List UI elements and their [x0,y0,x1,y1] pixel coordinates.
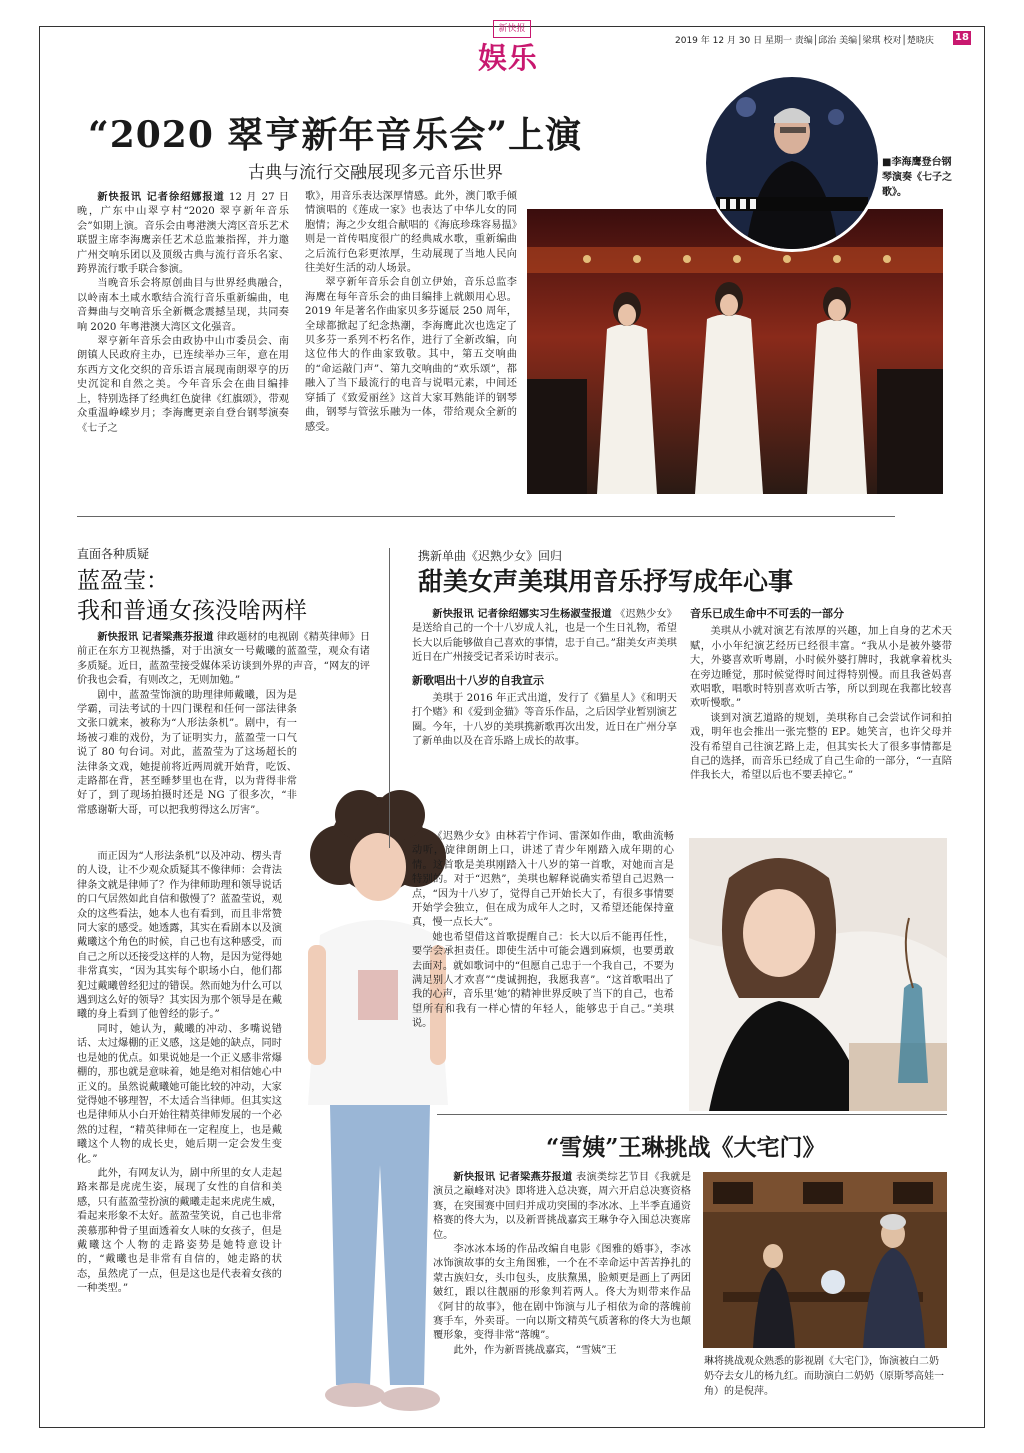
paragraph: 当晚音乐会将原创曲目与世界经典融合，以岭南本土咸水歌结合流行音乐重新编曲，电音舞曲与交响音乐全新概念震撼呈现，共同奏响 2020 年粤港澳大湾区文化强音。 [77,278,289,333]
paragraph: 翠亨新年音乐会自创立伊始，音乐总监李海鹰在每年音乐会的曲目编排上就颇用心思。2019 年是著名作曲家贝多芬诞辰 250 周年，全球都掀起了纪念热潮，李海鹰此次也选定了贝多芬一系列不朽名作，进行了全新改编，向这位伟大的作曲家致敬。其中，第五交响曲的“命运敲门声”、第九交响曲的“欢乐颂”，都融入了当下最流行的电音与说唱元素，中间还穿插了《致爱丽丝》这首大家耳熟能详的钢琴曲，钢琴与管弦乐融为一体，带给观众全新的感受。 [305,277,517,433]
date-info: 2019 年 12 月 30 日 星期一 责编│邱治 美编│梁琪 校对│楚晓庆 [675,36,934,46]
byline: 新快报讯 记者梁燕芬报道 [453,1171,573,1183]
byline: 新快报讯 记者徐绍娜实习生杨淑莹报道 [432,608,612,620]
divider [437,1114,947,1115]
article4-title: “雪姨”王琳挑战《大宅门》 [546,1134,826,1161]
paragraph: 此外，作为新晋挑战嘉宾，“雪姨”王 [453,1344,617,1356]
concert-stage-photo [527,209,943,494]
drama-stage-photo [703,1172,947,1348]
paragraph: 此外，有网友认为，剧中所里的女人走起路来都是虎虎生姿，展现了女性的自信和美感，只有蓝盈莹扮演的戴曦走起来虎虎生威，看起来形象不太好。蓝盈莹笑说，自己也非常羡慕那种骨子里面透着女人味的女孩子，但是戴曦这个人物的走路姿势是她特意设计的，“戴曦也是非常有自信的，她走路的状态，虽然虎了一点，但是这也是代表着女孩的一种类型。” [77,1167,282,1295]
paragraph: 李冰冰本场的作品改编自电影《图雅的婚事》，李冰冰饰演故事的女主角图雅，一个在不幸命运中苦苦挣扎的蒙古族妇女，头巾包头，皮肤黧黑，脸颊更是画上了两团皴红，跟以往靓丽的形象判若两人。佟大为则带来作品《阿甘的故事》，他在剧中饰演与儿子相依为命的落魄前赛手车，外卖哥。一向以斯文精英气质著称的佟大为也颠覆形象，变得非常“落魄”。 [433,1244,691,1342]
singer-meiqi-photo [689,838,947,1111]
headline-concert: “2020 翠亨新年音乐会”上演 [88,114,583,156]
paragraph: 美琪从小就对演艺有浓厚的兴趣，加上自身的艺术天赋，小小年纪演艺经历已经很丰富。“我从小是被外婆带大，外婆喜欢听粤剧，小时候外婆打牌时，我就拿着枕头在旁边睡觉，那时候觉得时间过得特别慢。而且我爸妈喜欢唱歌，唱歌时特别喜欢听古筝，所以到现在我都比较喜欢听慢歌。” [690,626,952,710]
article3-kicker: 携新单曲《迟熟少女》回归 [418,549,563,563]
newspaper-logo: 新快报 [493,20,531,38]
paragraph: 《迟熟少女》由林若宁作词、雷深如作曲，歌曲流畅动听，旋律朗朗上口，讲述了青少年刚踏入成年期的心情。这首歌是美琪刚踏入十八岁的第一首歌，对她而言是特别的。对于“迟熟”，美琪也解释说确实希望自己迟熟一点，“因为十八岁了，觉得自己开始长大了，有很多事情要开始学会独立，但在成为成年人之时，又希望还能保持童真，慢一点长大”。 [412,831,674,929]
subheadline-concert: 古典与流行交融展现多元音乐世界 [248,163,503,183]
article3-title: 甜美女声美琪用音乐抒写成年心事 [418,567,794,596]
paragraph: 歌》，用音乐表达深厚情感。此外，澳门歌手倾情演唱的《莲成一家》也表达了中华儿女的同胞情；海之少女组合献唱的《海底珍珠容易揾》则是一首传唱度很广的经典咸水歌，重新编曲之后流行色彩更浓厚，生动展现了当地人民向往美好生活的动人场景。 [305,191,517,275]
paragraph: 而正因为“人形法条机”以及冲动、楞头青的人设，让不少观众质疑其不像律师：会背法律条文就是律师了？作为律师助理和领导说话的口气居然如此自信和傲慢了？蓝盈莹说，观众的这些看法，她本人也有看到，而且非常赞同大家的感受。她透露，其实在看剧本以及演戴曦这个角色的时候，自己也有这种感受，而自己之所以还接受这样的人物，是因为觉得她非常真实，“因为其实每个职场小白，他们都犯过戴曦曾经犯过的错误。然而她为什么可以遇到这么好的领导？其实因为那个领导是在戴曦的身上看到了他曾经的影子。” [77,851,282,1021]
divider [77,516,895,517]
article2-title-line2: 我和普通女孩没啥两样 [77,598,307,624]
article3-col1-bottom [412,830,674,1032]
paragraph: 她也希望借这首歌提醒自己：长大以后不能再任性，要学会承担责任。即使生活中可能会遇到麻烦，也要勇敢去面对。就如歌词中的“但愿自己忠于一个我自己，不要为满足别人才欢喜”“虔诚拥抱，我愿我喜”。“这首歌唱出了我的心声，音乐里‘她’的精神世界反映了当下的自己，也希望所有和我有一样心情的年轻人，能够忠于自己。”美琪说。 [412,931,674,1030]
column-divider [389,548,390,848]
pianist-photo [703,74,881,252]
byline: 新快报讯 记者梁燕芬报道 [97,631,214,643]
byline: 新快报讯 记者徐绍娜报道 [97,191,225,203]
article4-body [433,1170,691,1358]
article1-col1 [77,190,289,436]
page-number: 18 [953,31,971,45]
article3-col2 [690,607,952,784]
paragraph: 美琪于 2016 年正式出道，发行了《猫星人》《和明天打个赌》和《爱到金猫》等音乐作品，之后因学业暂别演艺圈。今年，十八岁的美琪携新歌再次出发，近日在广州分享了新单曲以及在音乐路上成长的故事。 [412,693,677,748]
article3-subhead2: 音乐已成生命中不可丢的一部分 [690,607,844,620]
article2-body-bottom [77,850,282,1297]
article3-col1-top [412,607,677,750]
article2-kicker: 直面各种质疑 [77,547,150,561]
pianist-photo-caption: ■李海鹰登台钢琴演奏《七子之歌》。 [882,157,952,198]
article3-subhead1: 新歌唱出十八岁的自我宣示 [412,673,544,687]
paragraph: 12 月 27 日晚，广东中山翠亨村“2020 翠亨新年音乐会”如期上演。音乐会由粤港澳大湾区音乐艺术联盟主席李海鹰亲任艺术总监兼指挥，并力邀广州交响乐团以及顶级古典与流行音乐名家、跨界流行歌手联合参演。 [77,192,289,276]
section-title: 娱乐 [478,41,539,75]
article2-title-line1: 蓝盈莹： [77,568,169,594]
article1-col2 [305,190,517,435]
paragraph: 同时，她认为，戴曦的冲动、多嘴说错话、太过爆棚的正义感，这是她的缺点，同时也是她的优点。如果说她是一个正义感非常爆棚的，那也就是意味着，她是绝对相信她心中正义的。虽然说戴曦她可能比较的冲动，大家觉得她不够理智，不太适合当律师。但其实这也是律师从小白开始往精英律师发展的一个必然的过程，“精英律师在一定程度上，也是戴曦这个人物的成长史，她后期一定会发生变化。” [77,1023,282,1165]
paragraph: 表演类综艺节目《我就是演员之巅峰对决》即将进入总决赛，周六开启总决赛资格赛，在突围赛中回归并成功突围的李冰冰、上半季直通资格赛的佟大为，以及新晋挑战嘉宾王琳争夺入围总决赛席位。 [433,1172,692,1241]
paragraph: 翠亨新年音乐会由政协中山市委员会、南朗镇人民政府主办，已连续举办三年，意在用东西方文化交织的音乐语言展现南朗翠亨的历史沉淀和自然之美。今年音乐会在曲目编排上，特别选择了经典红色旋律《红旗颂》，带观众重温峥嵘岁月；李海鹰更亲自登台钢琴演奏《七子之 [77,336,289,434]
paragraph: 律政题材的电视剧《精英律师》日前正在东方卫视热播，对于出演女一号戴曦的蓝盈莹，观众有诸多质疑。近日，蓝盈莹接受媒体采访谈到外界的声音，“网友的评价我也会看，有则改之，无则加勉。” [77,632,371,687]
paragraph: 《迟熟少女》是送给自己的一个十八岁成人礼，也是一个生日礼物，希望长大以后能够做自己喜欢的事情，忠于自己。”甜美女声美琪近日在广州接受记者采访时表示。 [412,609,677,664]
paragraph: 谈到对演艺道路的规划，美琪称自己会尝试作词和拍戏，明年也会推出一张完整的 EP。她笑言，也许父母并没有希望自己往演艺路上走，但其实长大了很多事情都是自己的选择，而音乐已经成了自己生命的一部分，“一直陪伴我长大，希望以后也不要丢掉它。” [690,712,952,782]
drama-photo-caption: 琳将挑战观众熟悉的影视剧《大宅门》，饰演被白二奶奶夺去女儿的杨九红。而助演白二奶奶（原斯琴高娃一角）的是倪萍。 [704,1356,944,1397]
paragraph: 剧中，蓝盈莹饰演的助理律师戴曦，因为是学霸，司法考试的十四门课程和任何一部法律条文张口就来，被称为“人形法条机”。剧中，有一场被刁难的戏份，为了证明实力，蓝盈莹一口气说了 80 句台词。对此，蓝盈莹为了这场超长的法律条文戏，她提前将近两周就开始背，吃饭、走路都在背，甚至睡梦里也在背，以为背得非常好了，到了现场拍摄时还是 NG 了很多次，“非常感谢靳大哥，可以把我剪得这么厉害”。 [77,689,297,816]
